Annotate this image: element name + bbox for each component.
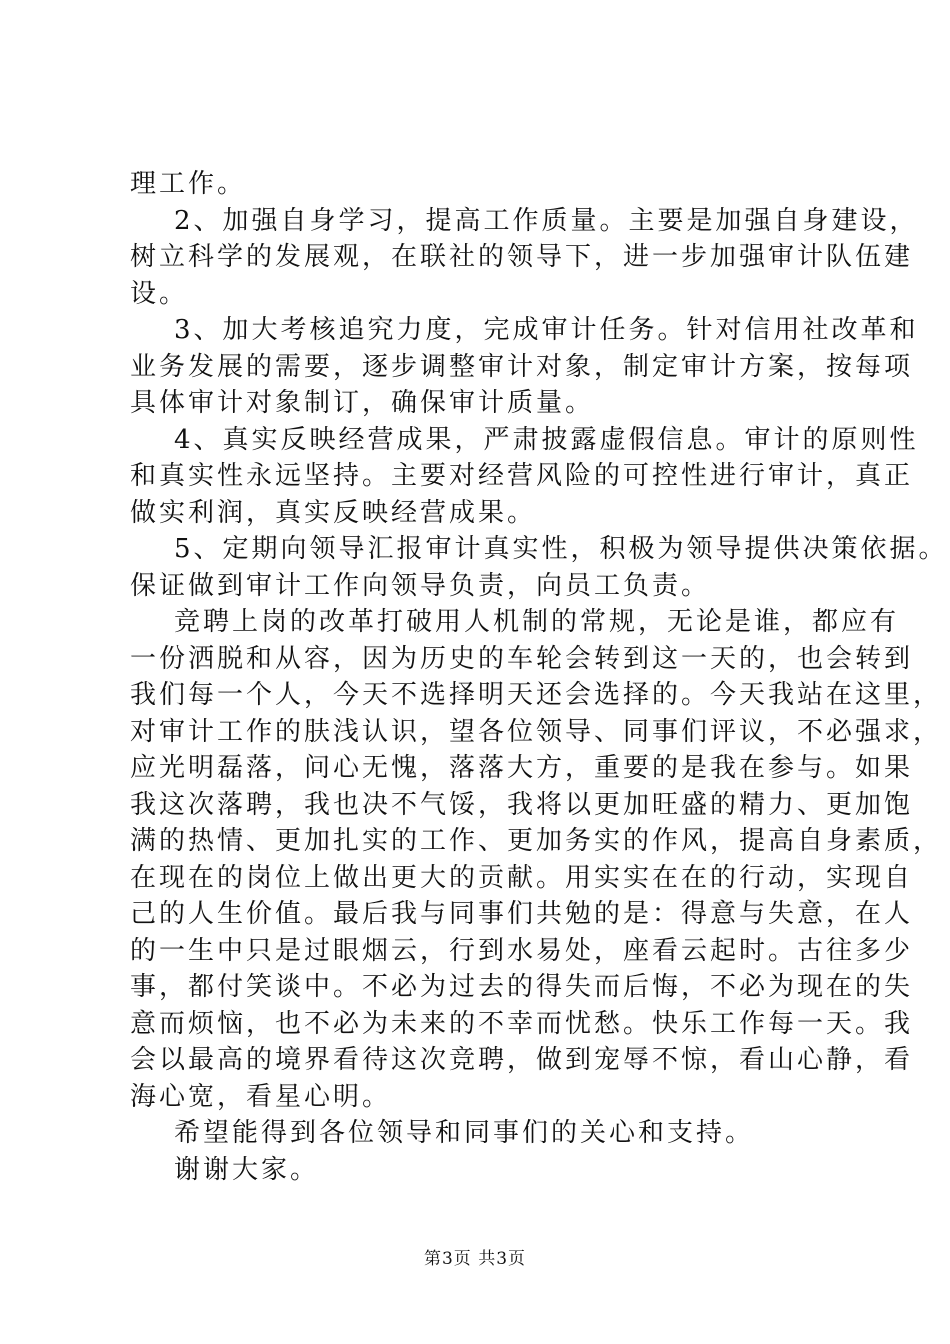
text-line: 希望能得到各位领导和同事们的关心和支持。 (174, 1118, 755, 1148)
text-line: 3、加大考核追究力度，完成审计任务。针对信用社改革和 (174, 315, 919, 345)
text-line: 和真实性永远坚持。主要对经营风险的可控性进行审计，真正 (130, 461, 914, 491)
text-line: 我们每一个人，今天不选择明天还会选择的。今天我站在这里， (130, 680, 943, 710)
text-line: 己的人生价值。最后我与同事们共勉的是：得意与失意，在人 (130, 899, 914, 929)
text-line: 设。 (130, 278, 189, 309)
text-line: 意而烦恼，也不必为未来的不幸而忧愁。快乐工作每一天。我 (130, 1008, 914, 1039)
text-line: 2、加强自身学习，提高工作质量。主要是加强自身建设， (174, 205, 919, 236)
text-line: 海心宽，看星心明。 (130, 1081, 392, 1112)
document-body (130, 166, 948, 1188)
text-line: 具体审计对象制订，确保审计质量。 (130, 388, 595, 418)
text-line: 竞聘上岗的改革打破用人机制的常规，无论是谁，都应有 (174, 607, 900, 637)
text-line: 的一生中只是过眼烟云，行到水易处，座看云起时。古往多少 (130, 935, 914, 966)
text-line: 5、定期向领导汇报审计真实性，积极为领导提供决策依据。 (174, 534, 948, 564)
text-line: 做实利润，真实反映经营成果。 (130, 497, 537, 528)
text-line: 保证做到审计工作向领导负责，向员工负责。 (130, 570, 711, 601)
page-number-footer: 第3页 共3页 (423, 1249, 527, 1269)
text-line: 4、真实反映经营成果，严肃披露虚假信息。审计的原则性 (174, 424, 919, 455)
text-line: 一份洒脱和从容，因为历史的车轮会转到这一天的，也会转到 (130, 643, 914, 674)
text-line: 业务发展的需要，逐步调整审计对象，制定审计方案，按每项 (130, 351, 914, 382)
text-line: 应光明磊落，问心无愧，落落大方，重要的是我在参与。如果 (130, 753, 914, 783)
text-line: 树立科学的发展观，在联社的领导下，进一步加强审计队伍建 (130, 242, 914, 272)
text-line: 我这次落聘，我也决不气馁，我将以更加旺盛的精力、更加饱 (130, 789, 914, 820)
text-line: 事，都付笑谈中。不必为过去的得失而后悔，不必为现在的失 (130, 972, 914, 1002)
text-line: 满的热情、更加扎实的工作、更加务实的作风，提高自身素质， (130, 826, 943, 856)
text-line: 会以最高的境界看待这次竞聘，做到宠辱不惊，看山心静，看 (130, 1045, 914, 1075)
text-line: 在现在的岗位上做出更大的贡献。用实实在在的行动，实现自 (130, 862, 914, 893)
text-line: 对审计工作的肤浅认识，望各位领导、同事们评议，不必强求， (130, 716, 943, 747)
text-line: 理工作。 (130, 169, 247, 199)
text-line: 谢谢大家。 (174, 1154, 320, 1185)
